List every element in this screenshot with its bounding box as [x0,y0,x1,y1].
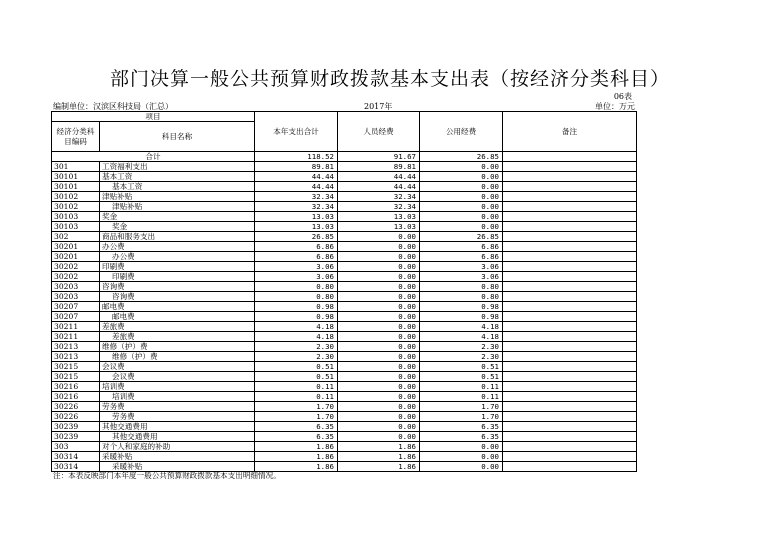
row-code: 30211 [52,332,100,342]
row-personnel: 13.03 [338,222,420,232]
table-row [52,452,637,462]
row-total: 6.35 [255,422,338,432]
row-code: 30201 [52,252,100,262]
header-project: 项目 [52,112,255,122]
row-public: 0.11 [420,382,503,392]
row-code: 302 [52,232,100,242]
row-personnel: 0.00 [338,242,420,252]
row-remark [503,282,637,292]
table-row [52,302,637,312]
row-total: 1.86 [255,442,338,452]
row-remark [503,342,637,352]
report-year: 2017年 [364,102,393,111]
row-remark [503,382,637,392]
money-unit: 单位：万元 [595,102,635,111]
row-personnel: 0.00 [338,392,420,402]
table-row [52,412,637,422]
row-public: 0.00 [420,202,503,212]
row-remark [503,222,637,232]
row-public: 0.00 [420,222,503,232]
row-remark [503,432,637,442]
row-code: 30211 [52,322,100,332]
row-total: 1.70 [255,412,338,422]
row-code: 30226 [52,412,100,422]
row-name: 印刷费 [100,262,255,272]
header-remark: 备注 [503,112,637,152]
table-row [52,292,637,302]
row-name: 邮电费 [100,312,255,322]
row-name: 奖金 [100,212,255,222]
row-total: 4.18 [255,322,338,332]
row-personnel: 0.00 [338,272,420,282]
row-personnel: 0.00 [338,232,420,242]
report-title: 部门决算一般公共预算财政拨款基本支出表（按经济分类科目） [109,68,670,90]
row-public: 2.30 [420,342,503,352]
row-name: 咨询费 [100,292,255,302]
total-public: 26.85 [420,152,503,162]
row-total: 44.44 [255,182,338,192]
table-row [52,272,637,282]
row-total: 6.86 [255,242,338,252]
row-total: 89.81 [255,162,338,172]
row-public: 1.70 [420,402,503,412]
header-public: 公用经费 [420,112,503,152]
row-name: 商品和服务支出 [100,232,255,242]
row-name: 办公费 [100,242,255,252]
row-total: 6.35 [255,432,338,442]
row-code: 30226 [52,402,100,412]
row-total: 0.51 [255,372,338,382]
total-label: 合计 [52,152,255,162]
row-code: 30215 [52,372,100,382]
row-code: 30239 [52,422,100,432]
row-personnel: 0.00 [338,422,420,432]
table-row [52,382,637,392]
table-row [52,342,637,352]
row-total: 2.30 [255,342,338,352]
row-name: 培训费 [100,382,255,392]
table-row [52,172,637,182]
row-public: 0.00 [420,162,503,172]
row-code: 30314 [52,462,100,472]
row-remark [503,412,637,422]
row-personnel: 0.00 [338,402,420,412]
table-row [52,212,637,222]
row-remark [503,232,637,242]
row-total: 13.03 [255,222,338,232]
row-personnel: 0.00 [338,262,420,272]
row-personnel: 44.44 [338,182,420,192]
row-remark [503,292,637,302]
row-remark [503,462,637,472]
row-public: 6.86 [420,252,503,262]
row-total: 13.03 [255,212,338,222]
row-name: 采暖补贴 [100,452,255,462]
row-code: 30239 [52,432,100,442]
row-remark [503,352,637,362]
table-row [52,162,637,172]
row-public: 4.18 [420,332,503,342]
row-name: 基本工资 [100,182,255,192]
row-name: 津贴补贴 [100,202,255,212]
row-remark [503,182,637,192]
header-personnel: 人员经费 [338,112,420,152]
table-row [52,262,637,272]
row-personnel: 1.86 [338,452,420,462]
row-personnel: 44.44 [338,172,420,182]
row-total: 32.34 [255,202,338,212]
row-name: 其他交通费用 [100,422,255,432]
row-public: 0.51 [420,362,503,372]
row-name: 办公费 [100,252,255,262]
row-personnel: 32.34 [338,202,420,212]
table-row [52,232,637,242]
row-personnel: 0.00 [338,382,420,392]
row-public: 6.35 [420,432,503,442]
table-row [52,252,637,262]
row-public: 0.00 [420,452,503,462]
row-total: 0.11 [255,382,338,392]
row-public: 6.35 [420,422,503,432]
row-personnel: 0.00 [338,252,420,262]
row-total: 0.98 [255,312,338,322]
row-personnel: 0.00 [338,312,420,322]
row-public: 2.30 [420,352,503,362]
row-personnel: 0.00 [338,332,420,342]
table-row [52,322,637,332]
row-remark [503,322,637,332]
row-public: 1.70 [420,412,503,422]
row-name: 维修（护）费 [100,342,255,352]
row-name: 维修（护）费 [100,352,255,362]
row-code: 30201 [52,242,100,252]
row-public: 0.00 [420,182,503,192]
table-row [52,442,637,452]
table-row [52,432,637,442]
row-name: 会议费 [100,372,255,382]
row-personnel: 32.34 [338,192,420,202]
row-code: 30213 [52,342,100,352]
table-row [52,192,637,202]
row-name: 奖金 [100,222,255,232]
row-code: 303 [52,442,100,452]
row-code: 30103 [52,212,100,222]
row-total: 3.06 [255,262,338,272]
row-personnel: 0.00 [338,412,420,422]
row-public: 0.80 [420,282,503,292]
row-personnel: 1.86 [338,462,420,472]
row-remark [503,402,637,412]
expenditure-table [51,111,637,472]
row-code: 30203 [52,282,100,292]
row-code: 30216 [52,392,100,402]
row-remark [503,252,637,262]
compiling-unit: 编制单位：汉滨区科技局（汇总） [53,102,173,111]
row-remark [503,372,637,382]
row-code: 30202 [52,272,100,282]
table-row [52,222,637,232]
row-public: 0.00 [420,212,503,222]
row-code: 30203 [52,292,100,302]
row-personnel: 0.00 [338,432,420,442]
row-remark [503,302,637,312]
table-row [52,202,637,212]
row-remark [503,172,637,182]
table-row [52,362,637,372]
row-personnel: 1.86 [338,442,420,452]
row-personnel: 13.03 [338,212,420,222]
total-remark [503,152,637,162]
total-amount: 118.52 [255,152,338,162]
row-name: 基本工资 [100,172,255,182]
table-row [52,312,637,322]
table-row [52,332,637,342]
row-public: 4.18 [420,322,503,332]
row-remark [503,332,637,342]
row-name: 差旅费 [100,322,255,332]
row-total: 4.18 [255,332,338,342]
row-name: 采暖补贴 [100,462,255,472]
row-public: 26.85 [420,232,503,242]
row-public: 6.86 [420,242,503,252]
row-total: 1.86 [255,462,338,472]
row-name: 邮电费 [100,302,255,312]
row-name: 工资福利支出 [100,162,255,172]
row-public: 0.51 [420,372,503,382]
table-row [52,402,637,412]
table-row [52,392,637,402]
row-total: 32.34 [255,192,338,202]
row-name: 培训费 [100,392,255,402]
table-row [52,282,637,292]
row-code: 301 [52,162,100,172]
row-total: 0.11 [255,392,338,402]
row-code: 30207 [52,302,100,312]
row-public: 0.00 [420,192,503,202]
row-remark [503,362,637,372]
row-public: 0.00 [420,462,503,472]
row-total: 0.80 [255,282,338,292]
row-public: 3.06 [420,262,503,272]
row-remark [503,262,637,272]
total-personnel: 91.67 [338,152,420,162]
row-remark [503,392,637,402]
row-personnel: 89.81 [338,162,420,172]
row-code: 30314 [52,452,100,462]
row-name: 差旅费 [100,332,255,342]
row-code: 30102 [52,202,100,212]
row-personnel: 0.00 [338,372,420,382]
row-code: 30216 [52,382,100,392]
row-public: 0.00 [420,442,503,452]
row-code: 30207 [52,312,100,322]
row-name: 会议费 [100,362,255,372]
table-row [52,372,637,382]
row-public: 0.00 [420,172,503,182]
row-code: 30215 [52,362,100,372]
footnote: 注：本表反映部门本年度一般公共预算财政拨款基本支出明细情况。 [53,471,281,480]
row-name: 印刷费 [100,272,255,282]
table-row [52,422,637,432]
row-personnel: 0.00 [338,282,420,292]
header-total: 本年支出合计 [255,112,338,152]
header-name: 科目名称 [100,122,255,152]
row-code: 30202 [52,262,100,272]
row-code: 30213 [52,352,100,362]
row-public: 0.98 [420,312,503,322]
row-name: 其他交通费用 [100,432,255,442]
row-public: 3.06 [420,272,503,282]
row-remark [503,422,637,432]
row-total: 1.70 [255,402,338,412]
row-public: 0.98 [420,302,503,312]
row-total: 1.86 [255,452,338,462]
row-public: 0.11 [420,392,503,402]
row-personnel: 0.00 [338,302,420,312]
row-name: 劳务费 [100,402,255,412]
row-total: 0.51 [255,362,338,372]
row-code: 30101 [52,182,100,192]
row-total: 26.85 [255,232,338,242]
row-code: 30103 [52,222,100,232]
row-remark [503,202,637,212]
table-code: 06表 [613,92,632,101]
row-remark [503,242,637,252]
row-personnel: 0.00 [338,352,420,362]
row-code: 30101 [52,172,100,182]
table-row [52,242,637,252]
row-remark [503,162,637,172]
row-personnel: 0.00 [338,322,420,332]
row-code: 30102 [52,192,100,202]
row-remark [503,312,637,322]
row-total: 6.86 [255,252,338,262]
row-total: 44.44 [255,172,338,182]
row-personnel: 0.00 [338,342,420,352]
row-name: 咨询费 [100,282,255,292]
row-remark [503,442,637,452]
row-name: 津贴补贴 [100,192,255,202]
row-remark [503,192,637,202]
header-code: 经济分类科目编码 [52,122,100,152]
row-remark [503,272,637,282]
row-total: 0.80 [255,292,338,302]
row-personnel: 0.00 [338,362,420,372]
table-row [52,182,637,192]
row-name: 劳务费 [100,412,255,422]
row-personnel: 0.00 [338,292,420,302]
total-row [52,152,637,162]
table-row [52,352,637,362]
row-public: 0.80 [420,292,503,302]
row-total: 3.06 [255,272,338,282]
row-name: 对个人和家庭的补助 [100,442,255,452]
row-total: 0.98 [255,302,338,312]
row-remark [503,452,637,462]
row-remark [503,212,637,222]
row-total: 2.30 [255,352,338,362]
